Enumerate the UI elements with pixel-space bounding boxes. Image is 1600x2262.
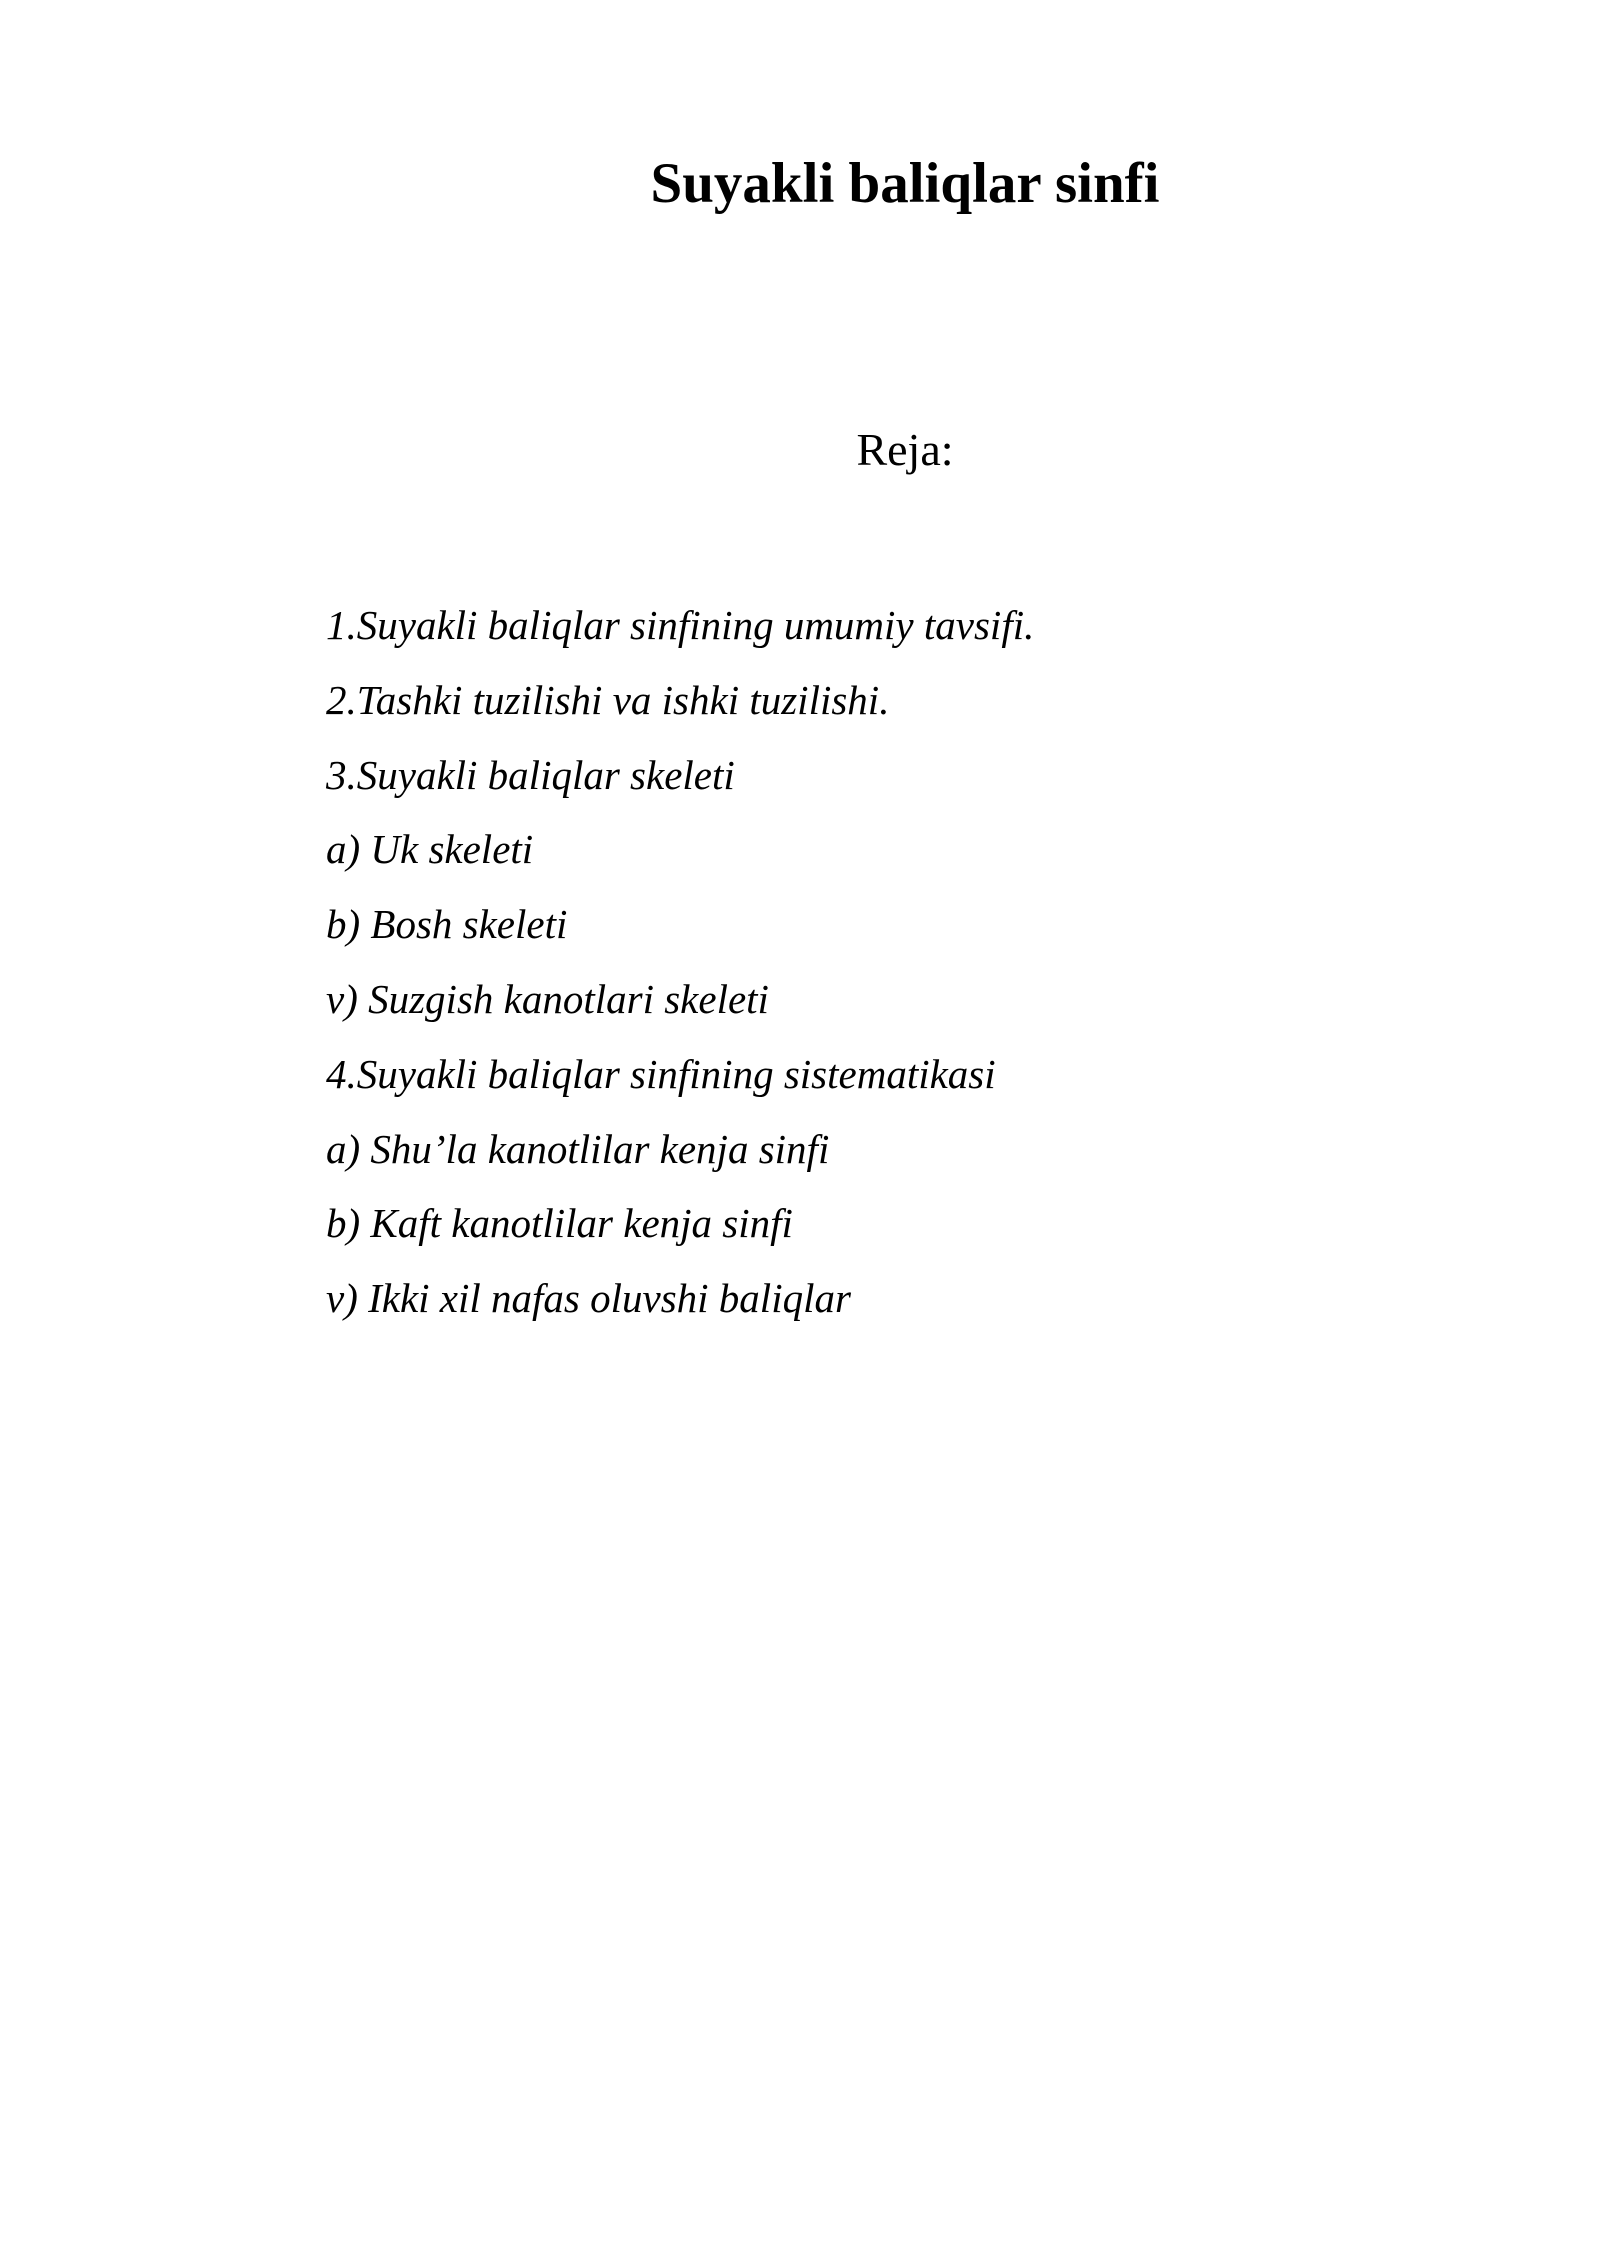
document-title: Suyakli baliqlar sinfi — [650, 152, 1160, 215]
plan-item: 4.Suyakli baliqlar sinfining sistematikasi — [326, 1050, 996, 1097]
plan-item: a) Shu’la kanotlilar kenja sinfi — [326, 1125, 830, 1172]
plan-item: 3.Suyakli baliqlar skeleti — [326, 751, 735, 798]
plan-item: b) Kaft kanotlilar kenja sinfi — [326, 1200, 793, 1247]
plan-item: v) Suzgish kanotlari skeleti — [326, 975, 769, 1022]
plan-item: v) Ikki xil nafas oluvshi baliqlar — [326, 1275, 851, 1322]
plan-item: 1.Suyakli baliqlar sinfining umumiy tavsifi. — [326, 602, 1035, 648]
plan-item: b) Bosh skeleti — [326, 901, 568, 948]
plan-list — [326, 588, 1034, 1336]
plan-item: a) Uk skeleti — [326, 826, 534, 873]
plan-heading: Reja: — [856, 424, 954, 475]
plan-item: 2.Tashki tuzilishi va ishki tuzilishi. — [326, 676, 890, 723]
